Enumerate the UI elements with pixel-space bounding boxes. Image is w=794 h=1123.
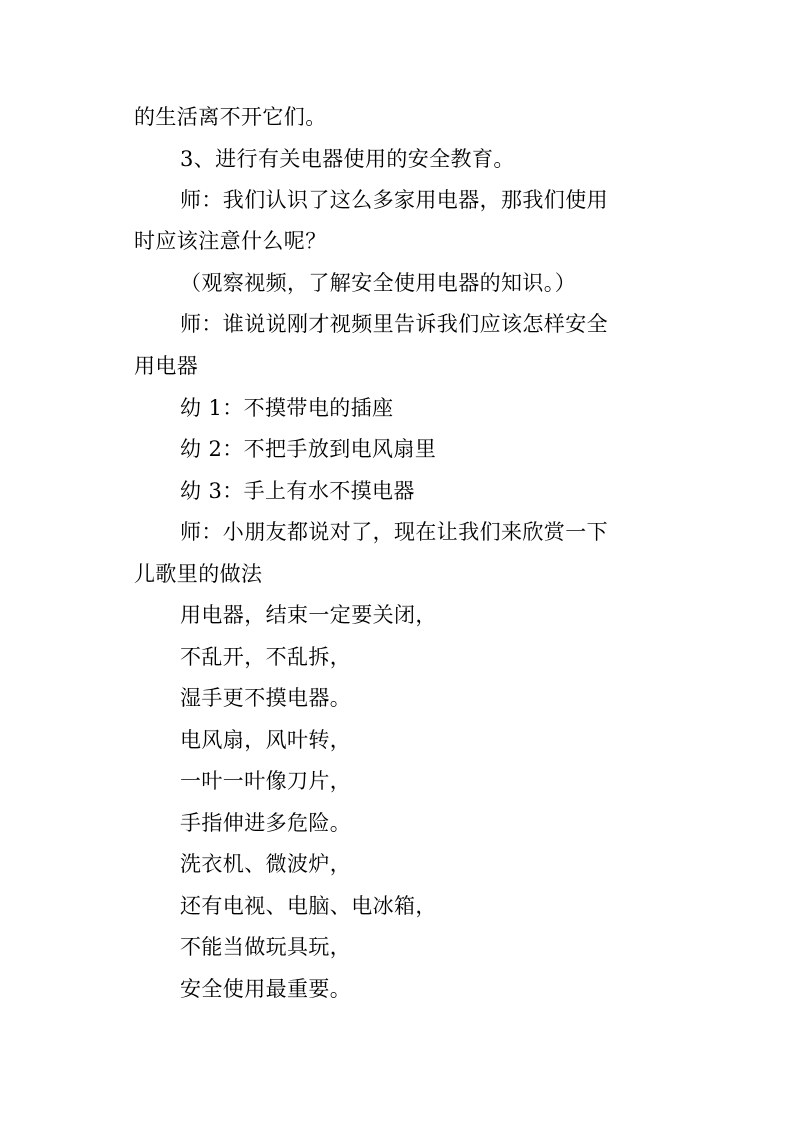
text-line: 用电器 — [134, 354, 199, 378]
poem-line: 安全使用最重要。 — [180, 977, 352, 1001]
teacher-line: 师：小朋友都说对了，现在让我们来欣赏一下 — [180, 520, 608, 544]
text-line: （观察视频，了解安全使用电器的知识。） — [180, 271, 577, 295]
poem-line: 手指伸进多危险。 — [180, 811, 352, 835]
poem-line: 不能当做玩具玩， — [180, 935, 352, 959]
poem-line: 用电器，结束一定要关闭， — [180, 603, 437, 627]
poem-line: 湿手更不摸电器。 — [180, 686, 352, 710]
poem-line: 洗衣机、微波炉， — [180, 852, 352, 876]
teacher-line: 师：谁说说刚才视频里告诉我们应该怎样安全 — [180, 312, 608, 336]
child-answer-line: 幼 3：手上有水不摸电器 — [180, 479, 415, 503]
text-line: 时应该注意什么呢？ — [134, 229, 327, 253]
text-line: 儿歌里的做法 — [134, 562, 263, 586]
section-heading: 3、进行有关电器使用的安全教育。 — [180, 147, 515, 171]
poem-line: 一叶一叶像刀片， — [180, 769, 352, 793]
teacher-line: 师：我们认识了这么多家用电器，那我们使用 — [180, 188, 608, 212]
poem-line: 还有电视、电脑、电冰箱， — [180, 894, 437, 918]
text-line: 的生活离不开它们。 — [134, 105, 327, 129]
poem-line: 电风扇，风叶转， — [180, 728, 352, 752]
child-answer-line: 幼 1：不摸带电的插座 — [180, 396, 394, 420]
poem-line: 不乱开，不乱拆， — [180, 645, 352, 669]
child-answer-line: 幼 2：不把手放到电风扇里 — [180, 437, 437, 461]
